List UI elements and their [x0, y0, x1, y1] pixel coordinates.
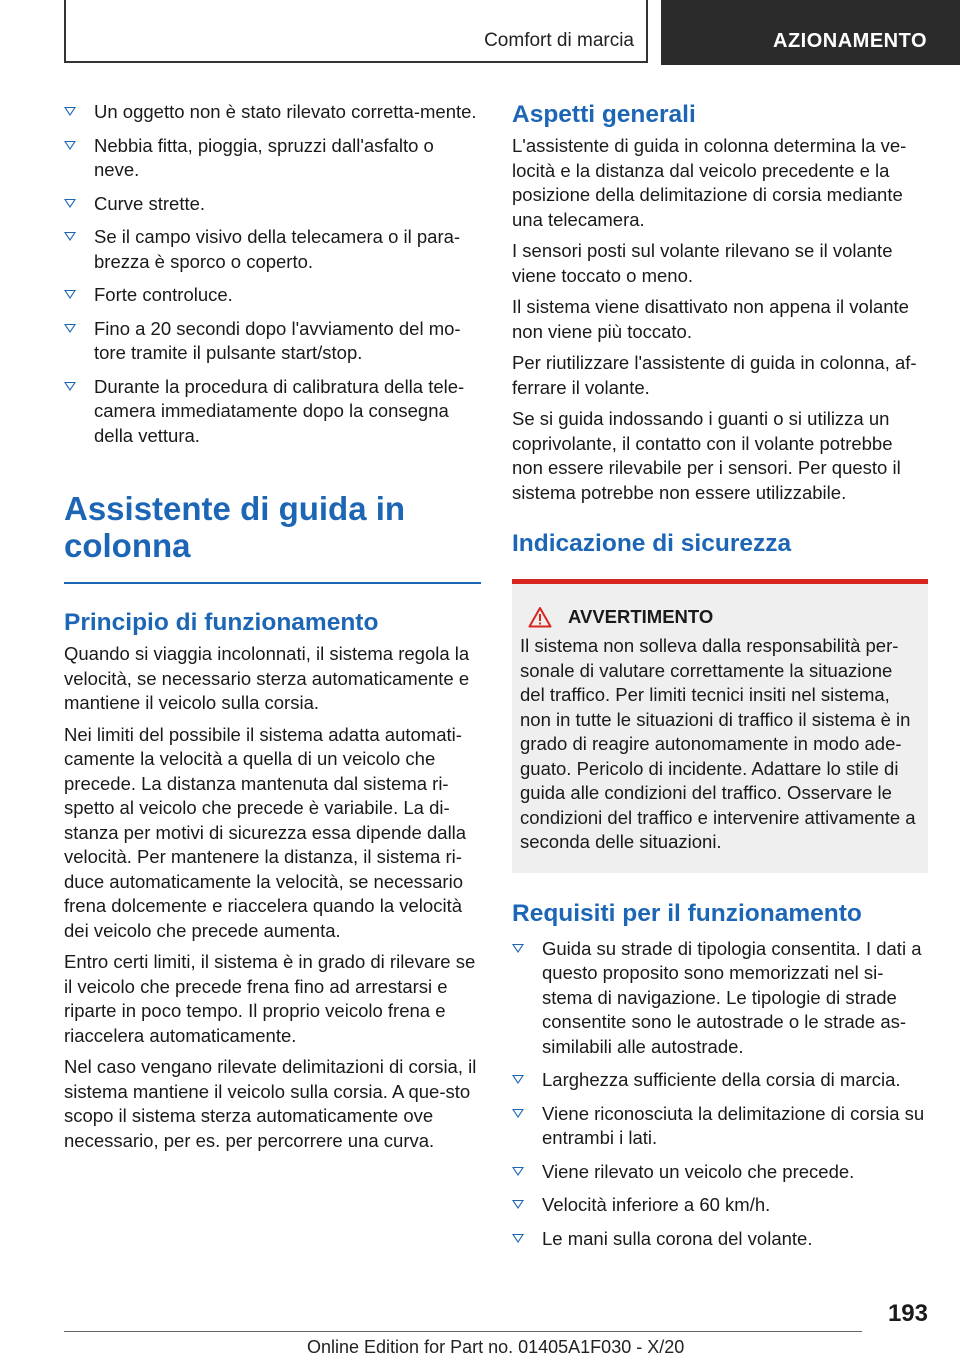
warning-label: AVVERTIMENTO [568, 606, 714, 627]
list-item: Larghezza sufficiente della corsia di marcia. [512, 1068, 928, 1093]
footer-divider [64, 1331, 862, 1332]
aspetti-paragraph: L'assistente di guida in colonna determina la ve‐locità e la distanza dal veicolo precedente e la posizione della delimitazione di corsia mediante una telecamera. [512, 135, 907, 230]
bullet-triangle-icon [64, 107, 76, 116]
bullet-triangle-icon [64, 324, 76, 333]
principio-paragraph: Entro certi limiti, il sistema è in grado di rilevare se il veicolo che precede frena fino ad arrestarsi e riparte in poco tempo. Il proprio veicolo frena e riaccelera automaticamente. [64, 951, 476, 1046]
requirements-list [512, 937, 928, 1252]
bullet-triangle-icon [64, 141, 76, 150]
warning-text: Il sistema non solleva dalla responsabilità per‐sonale di valutare correttamente la situazione del traffico. Per limiti tecnici insiti nel sistema, non in tutte le situazioni di traffico il sistema è in grado di reagire autonomamente in modo ade‐guato. Pericolo di incidente. Adattare lo stile di guida alle condizioni del traffico. Osservare le condizioni del traffico e intervenire attivamente a seconda delle situazioni. [520, 635, 916, 852]
list-item: Viene riconosciuta la delimitazione di corsia su entrambi i lati. [512, 1102, 928, 1151]
bullet-triangle-icon [512, 1167, 524, 1176]
warning-box [512, 579, 928, 873]
limitations-list [64, 100, 481, 448]
aspetti-paragraph: I sensori posti sul volante rilevano se il volante viene toccato o meno. [512, 240, 893, 286]
bullet-triangle-icon [512, 944, 524, 953]
list-item: Durante la procedura di calibratura della tele‐camera immediatamente dopo la consegna della vettura. [64, 375, 481, 449]
principio-paragraph: Quando si viaggia incolonnati, il sistema regola la velocità, se necessario sterza automaticamente e mantiene il veicolo sulla corsia. [64, 643, 470, 713]
warning-triangle-icon [528, 606, 552, 628]
list-item: Le mani sulla corona del volante. [512, 1227, 928, 1252]
page-number: 193 [887, 1300, 928, 1327]
aspetti-paragraph: Se si guida indossando i guanti o si utilizza un coprivolante, il contatto con il volante potrebbe non essere rilevabile per i sensori. Per questo il sistema potrebbe non essere utilizzabile. [512, 408, 901, 503]
header-section-tab [64, 0, 648, 63]
requisiti-heading: Requisiti per il funzionamento [512, 899, 862, 927]
bullet-triangle-icon [64, 232, 76, 241]
bullet-triangle-icon [512, 1075, 524, 1084]
bullet-triangle-icon [512, 1109, 524, 1118]
list-item: Guida su strade di tipologia consentita. I dati a questo proposito sono memorizzati nel si‐stema di navigazione. Le tipologie di strade consentite sono le autostrade o le strade as‐similabili alle autostrade. [512, 937, 928, 1060]
sicurezza-heading: Indicazione di sicurezza [512, 530, 792, 557]
right-column [512, 100, 928, 1260]
bullet-triangle-icon [512, 1200, 524, 1209]
list-item: Velocità inferiore a 60 km/h. [512, 1193, 928, 1218]
left-column [64, 100, 481, 1160]
chapter-title: Assistente di guida in colonna [64, 490, 406, 564]
header-chapter-label: AZIONAMENTO [773, 30, 928, 52]
list-item: Curve strette. [64, 192, 481, 217]
list-item: Se il campo visivo della telecamera o il para‐brezza è sporco o coperto. [64, 225, 481, 274]
bullet-triangle-icon [64, 382, 76, 391]
header-section-label: Comfort di marcia [484, 30, 634, 51]
list-item: Viene rilevato un veicolo che precede. [512, 1160, 928, 1185]
chapter-divider [64, 582, 481, 584]
principio-paragraph: Nel caso vengano rilevate delimitazioni di corsia, il sistema mantiene il veicolo sulla corsia. A que‐sto scopo il sistema sterza automaticamente ove necessario, per es. per percorrere una curva. [64, 1056, 477, 1151]
list-item: Un oggetto non è stato rilevato corretta‐mente. [64, 100, 481, 125]
bullet-triangle-icon [64, 199, 76, 208]
principio-heading: Principio di funzionamento [64, 609, 379, 636]
bullet-triangle-icon [64, 290, 76, 299]
footer-edition: Online Edition for Part no. 01405A1F030 - X/20 [307, 1337, 685, 1357]
aspetti-paragraph: Per riutilizzare l'assistente di guida in colonna, af‐ferrare il volante. [512, 352, 917, 398]
aspetti-heading: Aspetti generali [512, 101, 696, 128]
aspetti-paragraph: Il sistema viene disattivato non appena il volante non viene più toccato. [512, 296, 909, 342]
list-item: Fino a 20 secondi dopo l'avviamento del mo‐tore tramite il pulsante start/stop. [64, 317, 481, 366]
list-item: Nebbia fitta, pioggia, spruzzi dall'asfalto o neve. [64, 134, 481, 183]
bullet-triangle-icon [512, 1234, 524, 1243]
principio-paragraph: Nei limiti del possibile il sistema adatta automati‐camente la velocità a quella di un veicolo che precede. La distanza mantenuta dal sistema ri‐spetto al veicolo che precede è variabile. La di‐stanza per motivi di sicurezza essa dipende dalla velocità. Per mantenere la distanza, il sistema ri‐duce automaticamente la velocità, se necessario frena dolcemente e riaccelera quando la velocità dei veicolo che precede aumenta. [64, 723, 467, 941]
list-item: Forte controluce. [64, 283, 481, 308]
warning-header [528, 606, 920, 628]
header-chapter-tab [661, 0, 960, 65]
